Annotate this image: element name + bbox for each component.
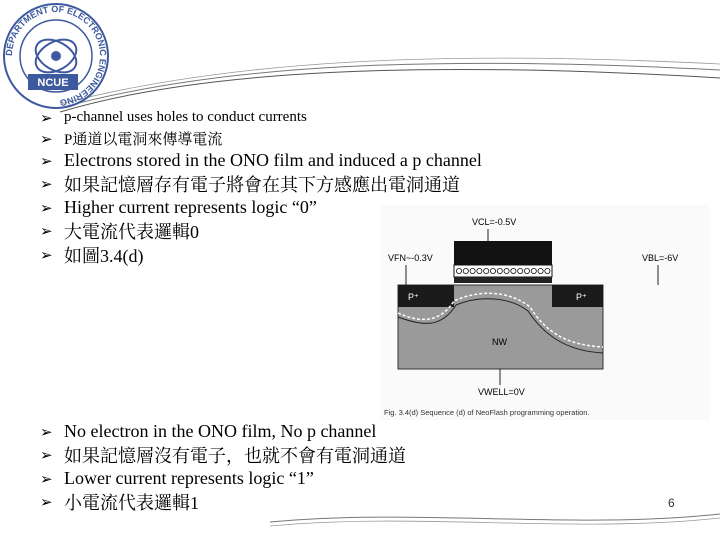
bullet-text: Higher current represents logic “0” bbox=[64, 197, 317, 218]
electron-dot bbox=[490, 268, 495, 273]
logo-abbr: NCUE bbox=[37, 77, 69, 89]
electron-dot bbox=[524, 268, 529, 273]
bullet-item bbox=[40, 420, 406, 444]
p-plus-right-label: P⁺ bbox=[576, 292, 587, 302]
gate-electrode bbox=[454, 241, 552, 265]
logo-ring-text: DEPARTMENT OF ELECTRONIC ENGINEERING bbox=[3, 3, 109, 108]
vwell-label: VWELL=0V bbox=[478, 387, 525, 397]
p-plus-left bbox=[398, 285, 454, 307]
bullet-text: p-channel uses holes to conduct currents bbox=[64, 109, 307, 125]
electron-dot bbox=[545, 268, 550, 273]
bullet-text: 小電流代表邏輯1 bbox=[64, 493, 199, 514]
electron-dot bbox=[497, 268, 502, 273]
arrow-bullet-icon: ➢ bbox=[40, 469, 53, 488]
bullet-text: Electrons stored in the ONO film and induced a p channel bbox=[64, 150, 482, 171]
arrow-bullet-icon: ➢ bbox=[40, 493, 53, 512]
arrow-bullet-icon: ➢ bbox=[40, 108, 53, 127]
electron-dot bbox=[477, 268, 482, 273]
footer-decoration bbox=[270, 500, 720, 540]
arrow-bullet-icon: ➢ bbox=[40, 151, 53, 170]
bullet-item bbox=[40, 128, 482, 149]
electron-dot bbox=[504, 268, 509, 273]
neoflash-figure bbox=[380, 205, 710, 420]
arrow-bullet-icon: ➢ bbox=[40, 222, 53, 241]
bullet-item bbox=[40, 107, 482, 128]
bullet-text: Lower current represents logic “1” bbox=[64, 468, 314, 489]
electron-dot bbox=[531, 268, 536, 273]
p-plus-left-label: P⁺ bbox=[408, 292, 419, 302]
arrow-bullet-icon: ➢ bbox=[40, 175, 53, 194]
bullet-text: 如果記憶層沒有電子，也就不會有電洞通道 bbox=[64, 446, 406, 467]
electron-dot bbox=[511, 268, 516, 273]
bullet-text: No electron in the ONO film, No p channel bbox=[64, 421, 377, 442]
electron-dot bbox=[538, 268, 543, 273]
figure-caption: Fig. 3.4(d) Sequence (d) of NeoFlash programming operation. bbox=[384, 408, 590, 417]
electron-dot bbox=[484, 268, 489, 273]
arrow-bullet-icon: ➢ bbox=[40, 446, 53, 465]
bullet-text: 如圖3.4(d) bbox=[64, 245, 144, 266]
page-number: 6 bbox=[668, 496, 675, 510]
vcl-label: VCL=-0.5V bbox=[472, 217, 517, 227]
bullet-item bbox=[40, 173, 482, 197]
nw-label: NW bbox=[492, 337, 507, 347]
arrow-bullet-icon: ➢ bbox=[40, 129, 53, 148]
bullet-text: P通道以電洞來傳導電流 bbox=[64, 132, 223, 148]
bullet-item bbox=[40, 467, 406, 491]
department-logo bbox=[0, 0, 112, 112]
arrow-bullet-icon: ➢ bbox=[40, 198, 53, 217]
bullet-item bbox=[40, 149, 482, 173]
electron-dot bbox=[518, 268, 523, 273]
electron-dot bbox=[463, 268, 468, 273]
arrow-bullet-icon: ➢ bbox=[40, 422, 53, 441]
electron-dot bbox=[470, 268, 475, 273]
electron-dot bbox=[456, 268, 461, 273]
arrow-bullet-icon: ➢ bbox=[40, 245, 53, 264]
bullet-text: 大電流代表邏輯0 bbox=[64, 222, 199, 243]
vfn-label: VFN~-0.3V bbox=[388, 253, 433, 263]
bullet-text: 如果記憶層存有電子將會在其下方感應出電洞通道 bbox=[64, 175, 460, 196]
vbl-label: VBL=-6V bbox=[642, 253, 679, 263]
bullet-item bbox=[40, 444, 406, 468]
